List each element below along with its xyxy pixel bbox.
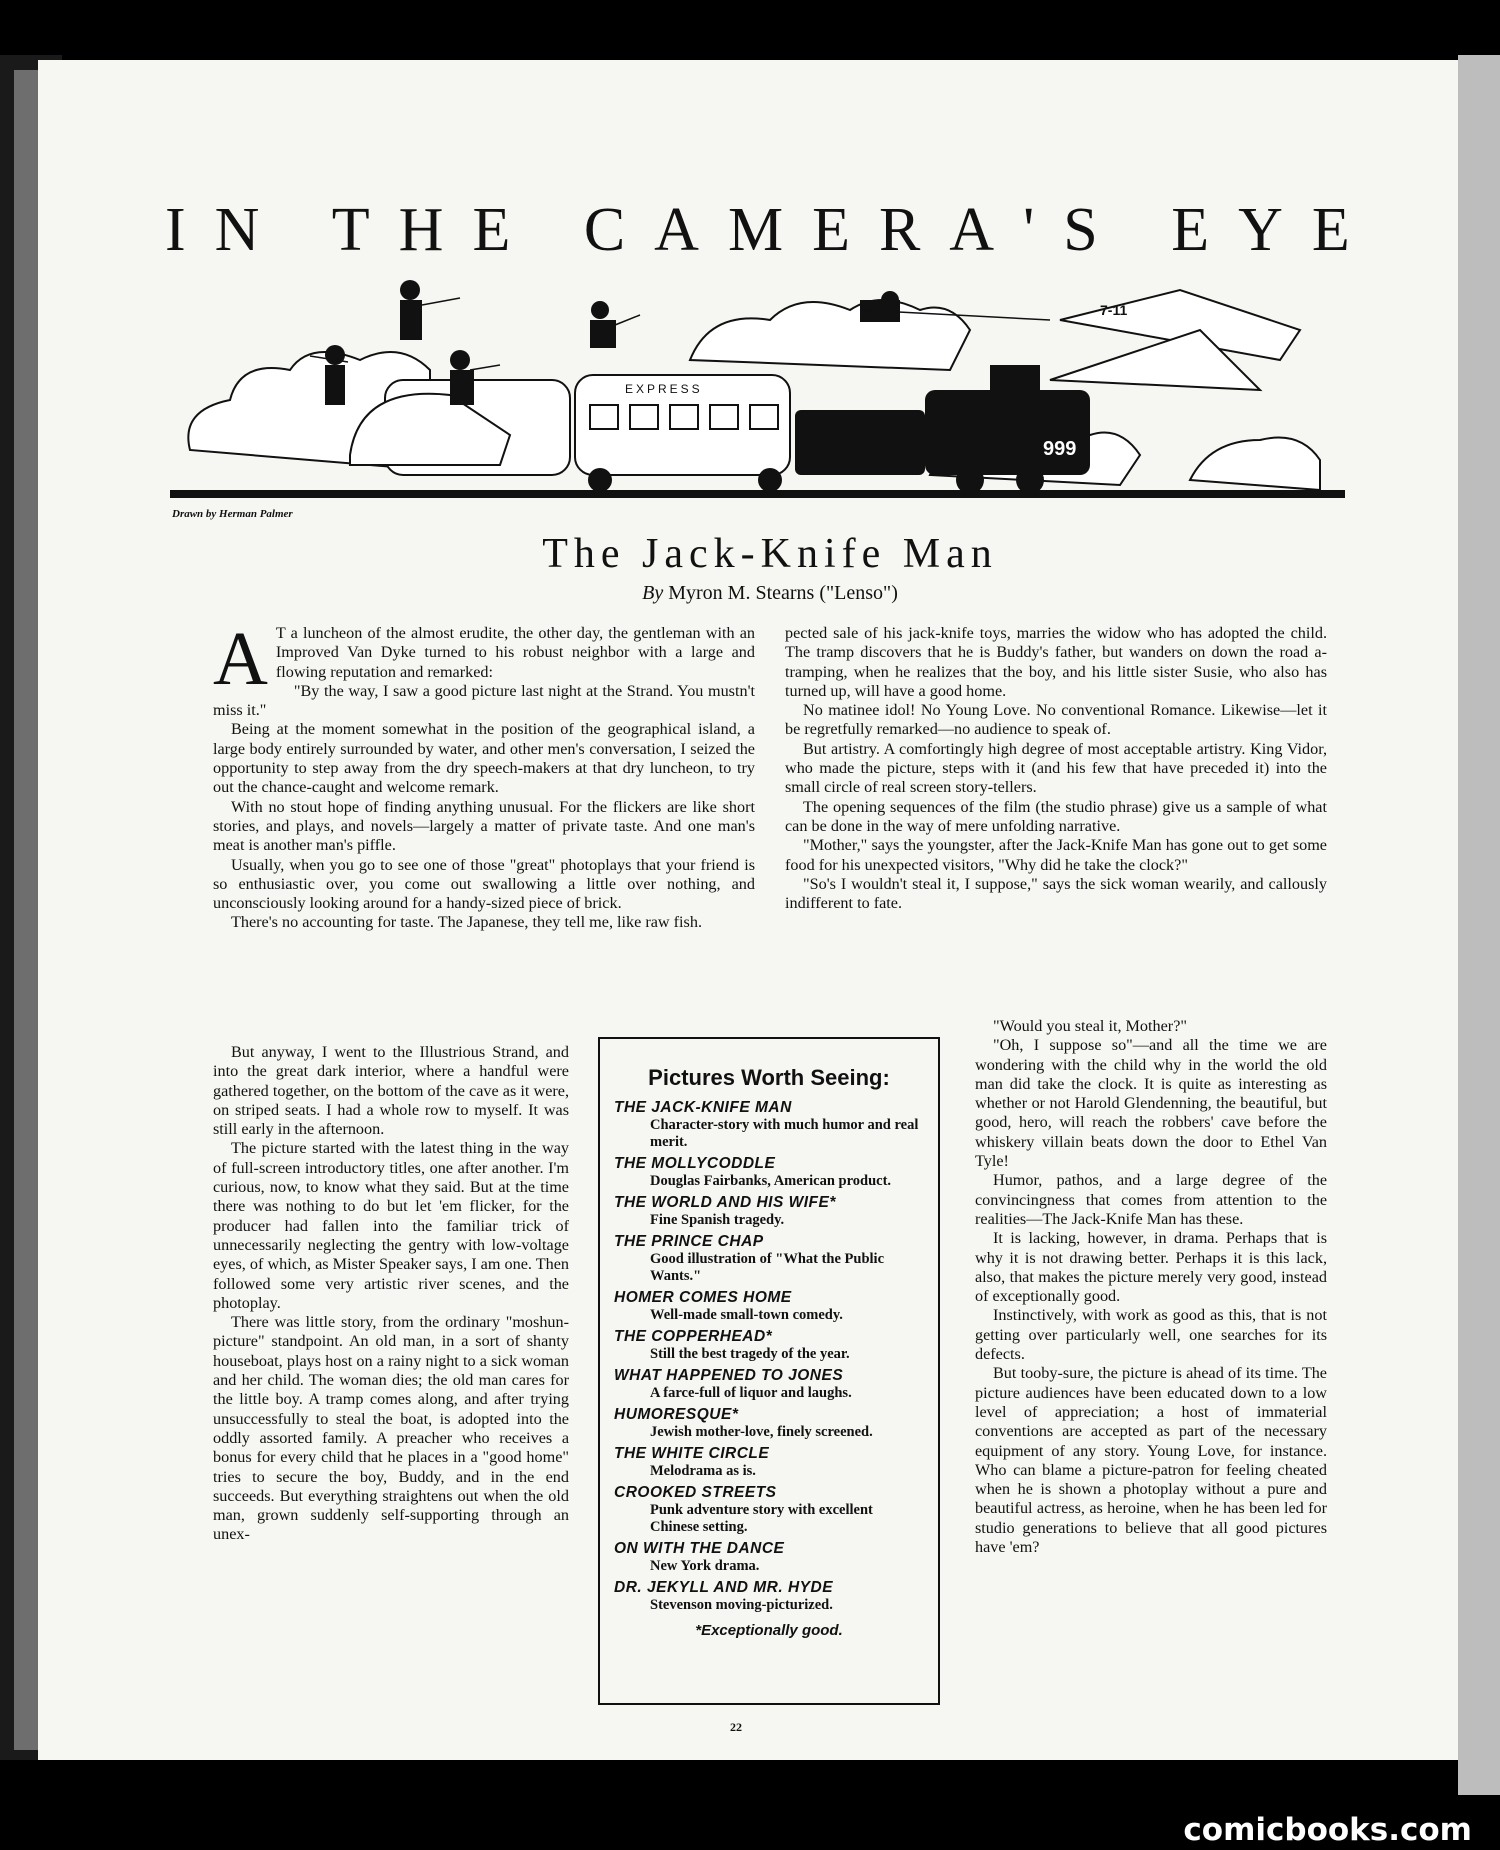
movie-desc: New York drama. xyxy=(650,1558,760,1574)
list-item xyxy=(614,1367,924,1402)
list-item xyxy=(614,1579,924,1614)
paragraph: With no stout hope of finding anything unusual. For the flickers are like short stories, and plays, and novels—largely a matter of private taste. And one man's meat is another man's piffle. xyxy=(213,797,755,855)
paragraph: "Mother," says the youngster, after the Jack-Knife Man has gone out to get some food for his unexpected visitors, "Why did he take the clock?" xyxy=(785,836,1327,874)
list-item xyxy=(614,1406,924,1441)
site-watermark: comicbooks.com xyxy=(1183,1812,1472,1848)
plane-number: 7-11 xyxy=(1100,302,1128,318)
movie-title: CROOKED STREETS xyxy=(614,1484,777,1501)
movie-title: THE JACK-KNIFE MAN xyxy=(614,1099,792,1116)
list-item xyxy=(614,1484,924,1536)
drop-cap: A xyxy=(213,617,268,701)
list-item xyxy=(614,1233,924,1285)
train-label: EXPRESS xyxy=(625,382,703,396)
movie-title: HUMORESQUE* xyxy=(614,1406,739,1423)
byline xyxy=(440,582,1100,605)
chase-illustration xyxy=(170,280,1345,505)
page-title: IN THE CAMERA'S EYE xyxy=(165,196,1379,264)
paragraph: The opening sequences of the film (the studio phrase) give us a sample of what can be done in the way of mere unfolding narrative. xyxy=(785,797,1327,835)
paragraph: But tooby-sure, the picture is ahead of its time. The picture audiences have been educated down to a low level of appreciation; a host of immaterial conventions are accepted as part of the necessary equipment of any story. Young Love, for instance. Who can blame a picture-patron for feeling cheated when he is shown a photoplay without a pure and beautiful actress, as heroine, when he has been led for studio generations to believe that all good pictures have 'em? xyxy=(975,1364,1327,1557)
movie-desc: Character-story with much humor and real merit. xyxy=(650,1117,919,1150)
movie-title: THE WHITE CIRCLE xyxy=(614,1445,770,1462)
article-column-left-lower xyxy=(213,1043,569,1545)
list-item xyxy=(614,1445,924,1480)
article-title: The Jack-Knife Man xyxy=(542,531,998,577)
paragraph: "Oh, I suppose so"—and all the time we are wondering with the child why in the world the old man did take the clock. It is quite as interesting as whether or not Harold Glendenning, the beautiful, but good, hero, will reach the robbers' cave before the whiskery villain beats down the door to Ethel Van Tyle! xyxy=(975,1036,1327,1171)
paragraph: Usually, when you go to see one of those "great" photoplays that your friend is so enthusiastic over, you come out swallowing a little over nothing, and unconsciously looking around for a handy-sized piece of brick. xyxy=(213,855,755,913)
paragraph: The picture started with the latest thing in the way of full-screen introductory titles, one after another. I'm curious, now, to know what they said. But at the time there was nothing to do but let 'em flicker, for the producer had fallen into the familiar trick of unnecessarily neglecting the gentry with low-voltage eyes, of which, as Mister Speaker says, I am one. Then followed some very artistic river scenes, and the photoplay. xyxy=(213,1139,569,1312)
movie-title: ON WITH THE DANCE xyxy=(614,1540,785,1557)
paragraph: But anyway, I went to the Illustrious Strand, and into the great dark interior, where a handful were gathered together, on the bottom of the cave as it were, on striped seats. I had a whole row to myself. It was still early in the afternoon. xyxy=(213,1043,569,1139)
movie-title: THE WORLD AND HIS WIFE* xyxy=(614,1194,836,1211)
movie-desc: Douglas Fairbanks, American product. xyxy=(650,1173,892,1189)
movie-desc: A farce-full of liquor and laughs. xyxy=(650,1385,852,1401)
movie-title: THE COPPERHEAD* xyxy=(614,1328,773,1345)
movie-title: DR. JEKYLL AND MR. HYDE xyxy=(614,1579,834,1596)
paragraph: "Would you steal it, Mother?" xyxy=(993,1017,1187,1035)
paragraph: No matinee idol! No Young Love. No conventional Romance. Likewise—let it be regretfully remarked—no audience to speak of. xyxy=(785,701,1327,739)
paragraph: "So's I wouldn't steal it, I suppose," says the sick woman wearily, and callously indifferent to fate. xyxy=(785,874,1327,913)
article-column-left xyxy=(213,617,755,933)
movie-title: WHAT HAPPENED TO JONES xyxy=(614,1367,844,1384)
movie-title: THE PRINCE CHAP xyxy=(614,1233,764,1250)
byline-author: Myron M. Stearns ("Lenso") xyxy=(668,582,898,604)
box-title: Pictures Worth Seeing: xyxy=(648,1065,890,1090)
box-footnote: *Exceptionally good. xyxy=(695,1622,843,1639)
movie-desc: Well-made small-town comedy. xyxy=(650,1307,843,1323)
paragraph: T a luncheon of the almost erudite, the other day, the gentleman with an Improved Van Dyke turned to his robust neighbor with a large and flowing reputation and remarked: xyxy=(275,624,755,681)
movie-desc: Still the best tragedy of the year. xyxy=(650,1346,850,1362)
byline-by: By xyxy=(642,582,664,604)
article-column-right-lower xyxy=(975,1017,1327,1557)
list-item xyxy=(614,1289,924,1324)
list-item xyxy=(614,1099,924,1151)
movie-title: THE MOLLYCODDLE xyxy=(614,1155,776,1172)
paragraph: There was little story, from the ordinary "moshun-picture" standpoint. An old man, in a sort of shanty houseboat, plays host on a rainy night to a sick woman and her child. The woman dies; the old man cares for the little boy. A tramp comes along, and after trying unsuccessfully to steal the boat, is adopted into the oddly assorted family. A preacher who receives a bonus for every child that he places in a "good home" tries to secure the boy, Buddy, and in the end succeeds. But everything straightens out when the old man, grown suddenly self-supporting through an unex- xyxy=(213,1313,569,1544)
movie-desc: Melodrama as is. xyxy=(650,1463,756,1479)
paragraph: It is lacking, however, in drama. Perhaps that is why it is not drawing better. Perhaps it is this lack, also, that makes the picture merely very good, instead of exceptionally good. xyxy=(975,1229,1327,1306)
engine-number: 999 xyxy=(1043,438,1077,460)
movie-title: HOMER COMES HOME xyxy=(614,1289,792,1306)
paragraph: pected sale of his jack-knife toys, marries the widow who has adopted the child. The tramp discovers that he is Buddy's father, but wanders on down the road a-tramping, when he realizes that the boy, and his little sister Susie, who also has turned up, will have a good home. xyxy=(785,624,1327,700)
article-column-right xyxy=(785,624,1327,913)
pictures-worth-seeing-box xyxy=(598,1037,940,1705)
list-item xyxy=(614,1540,924,1575)
list-item xyxy=(614,1328,924,1363)
paragraph: Humor, pathos, and a large degree of the convincingness that comes from attention to the realities—The Jack-Knife Man has these. xyxy=(975,1171,1327,1228)
movie-desc: Stevenson moving-picturized. xyxy=(650,1597,833,1613)
movie-desc: Good illustration of "What the Public Wants." xyxy=(650,1251,885,1284)
paragraph: But artistry. A comfortingly high degree of most acceptable artistry. King Vidor, who made the picture, steps with it (and his few that have preceded it) into the small circle of real screen story-tellers. xyxy=(785,739,1327,797)
movie-desc: Punk adventure story with excellent Chinese setting. xyxy=(650,1502,873,1535)
movie-desc: Fine Spanish tragedy. xyxy=(650,1212,785,1228)
list-item xyxy=(614,1155,924,1190)
page-number: 22 xyxy=(730,1720,742,1734)
movie-desc: Jewish mother-love, finely screened. xyxy=(650,1424,873,1440)
illustration-credit: Drawn by Herman Palmer xyxy=(172,508,293,520)
list-item xyxy=(614,1194,924,1229)
next-page-edge xyxy=(1458,55,1500,1795)
paragraph: There's no accounting for taste. The Japanese, they tell me, like raw fish. xyxy=(231,913,702,932)
paragraph: "By the way, I saw a good picture last night at the Strand. You mustn't miss it." xyxy=(213,681,755,720)
paragraph: Instinctively, with work as good as this, that is not getting over particularly well, one searches for its defects. xyxy=(975,1306,1327,1364)
paragraph: Being at the moment somewhat in the position of the geographical island, a large body entirely surrounded by water, and other men's conversation, I seized the opportunity to step away from the dry speech-makers at that dry luncheon, to try out the chance-caught and welcome remark. xyxy=(213,720,755,797)
